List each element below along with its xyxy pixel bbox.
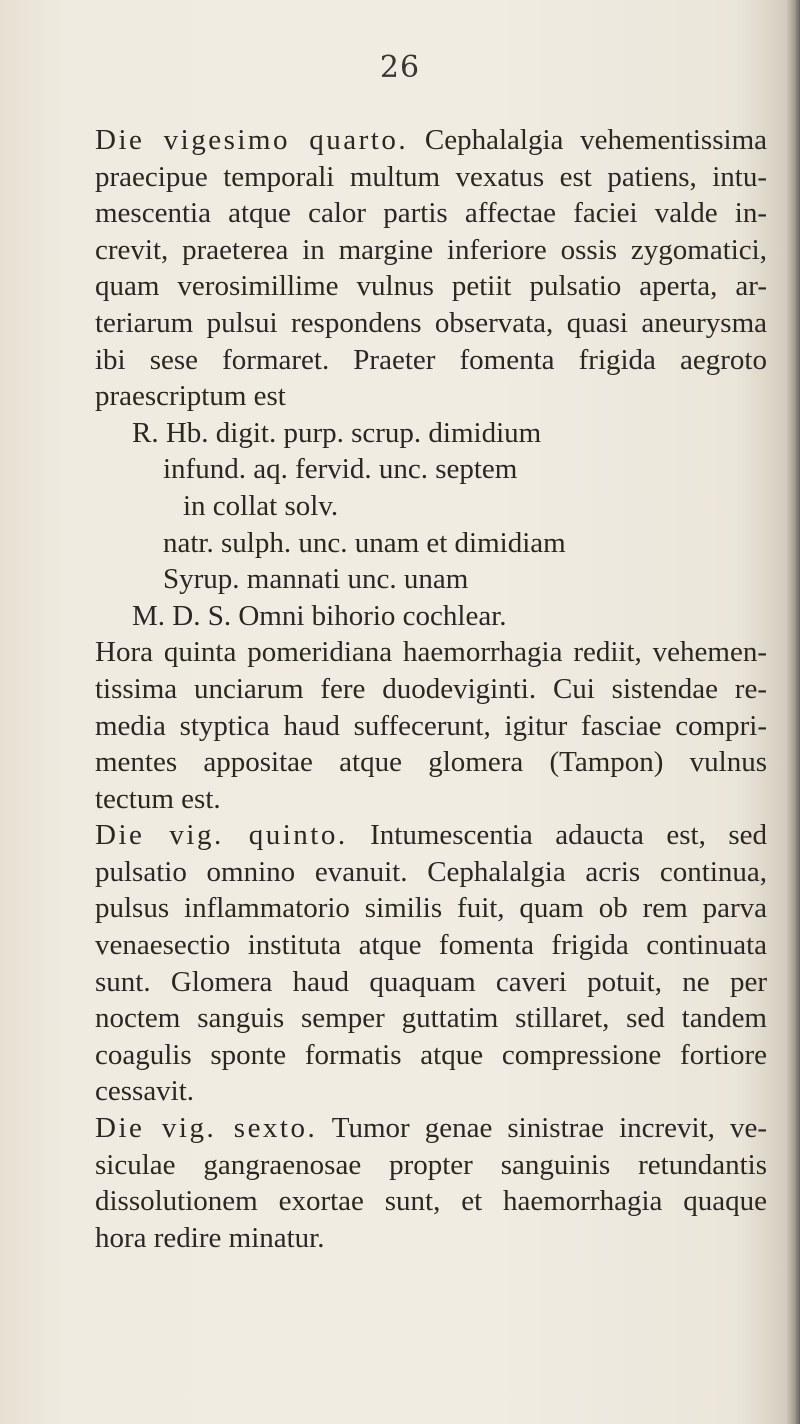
page-number: 26 — [379, 50, 421, 85]
prescription-line: R. Hb. digit. purp. scrup. dimidium — [132, 416, 542, 449]
prescription-line: natr. sulph. unc. unam et dimidiam — [163, 526, 566, 559]
text-line: hora redire minatur. — [95, 1221, 325, 1254]
text-line: mescentia atque calor partis affectae faciei valde in- — [95, 197, 767, 230]
day-heading: Die vig. quinto. — [95, 819, 348, 852]
text-line: mentes appositae atque glomera (Tampon) vulnus — [95, 746, 767, 779]
prescription-line: infund. aq. fervid. unc. septem — [163, 453, 518, 486]
text-line: media styptica haud suffecerunt, igitur fasciae compri- — [95, 709, 767, 742]
text-line: teriarum pulsui respondens observata, quasi aneurysma — [95, 306, 767, 339]
text-line: pulsus inflammatorio similis fuit, quam ob rem parva — [95, 892, 767, 925]
page-edge-shadow — [786, 0, 800, 1424]
prescription-line: Syrup. mannati unc. unam — [163, 563, 469, 596]
text-line: tectum est. — [95, 782, 221, 815]
text-line: sunt. Glomera haud quaquam caveri potuit, ne per — [95, 965, 767, 998]
text-line: dissolutionem exortae sunt, et haemorrhagia quaque — [95, 1185, 767, 1218]
text-line: pulsatio omnino evanuit. Cephalalgia acris continua, — [95, 855, 767, 888]
text-line: Die vig. sexto. Tumor genae sinistrae increvit, ve- — [95, 1112, 767, 1145]
day-heading: Die vigesimo quarto. — [95, 124, 409, 156]
text-line: noctem sanguis semper guttatim stillaret, sed tandem — [95, 1002, 767, 1035]
text-line: crevit, praeterea in margine inferiore ossis zygomatici, — [95, 233, 767, 266]
text-line: siculae gangraenosae propter sanguinis retundantis — [95, 1148, 767, 1181]
text-line: cessavit. — [95, 1075, 195, 1108]
prescription-line: M. D. S. Omni bihorio cochlear. — [132, 599, 507, 632]
text-line: praecipue temporali multum vexatus est patiens, intu- — [95, 160, 767, 193]
text-line: praescriptum est — [95, 380, 286, 413]
text-line: tissima unciarum fere duodeviginti. Cui sistendae re- — [95, 672, 767, 705]
text-line: Hora quinta pomeridiana haemorrhagia rediit, vehemen- — [95, 636, 767, 669]
body-text — [95, 122, 767, 1256]
text-line: quam verosimillime vulnus petiit pulsatio aperta, ar- — [95, 270, 767, 303]
text-line: coagulis sponte formatis atque compressione fortiore — [95, 1038, 767, 1071]
text-line: Die vigesimo quarto. Cephalalgia vehementissima — [95, 124, 767, 156]
text-line: ibi sese formaret. Praeter fomenta frigida aegroto — [95, 343, 767, 376]
day-heading: Die vig. sexto. — [95, 1112, 318, 1145]
text-line: venaesectio instituta atque fomenta frigida continuata — [95, 929, 767, 962]
text-line: Die vig. quinto. Intumescentia adaucta est, sed — [95, 819, 767, 852]
prescription-line: in collat solv. — [183, 489, 339, 522]
